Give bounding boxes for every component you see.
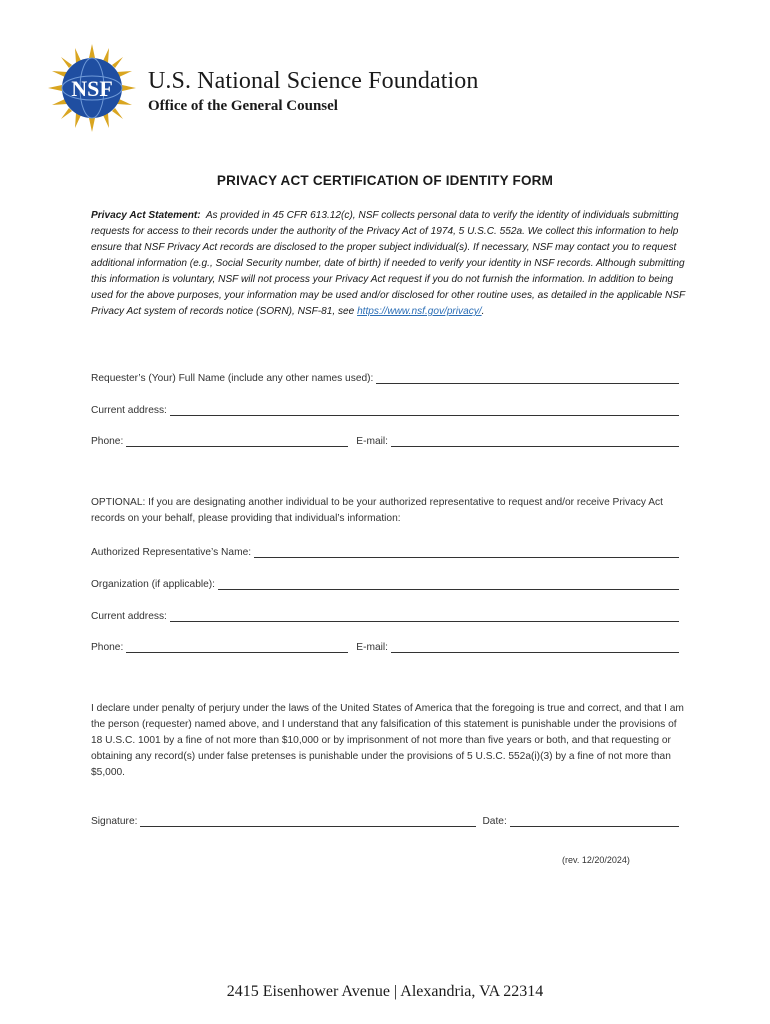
rep-address-input[interactable] (170, 610, 679, 622)
rep-org-input[interactable] (218, 578, 679, 590)
signature-input[interactable] (140, 815, 476, 827)
revision-date: (rev. 12/20/2024) (562, 855, 630, 865)
rep-org-label: Organization (if applicable): (91, 579, 216, 590)
office-name: Office of the General Counsel (148, 98, 338, 114)
privacy-statement-text: As provided in 45 CFR 613.12(c), NSF collects personal data to verify the identity of individuals submitting requests for access to their records under the authority of the Privacy Act of 1974, 5 U.S.C. 552a. We collect this information to help ensure that NSF Privacy Act records are disclosed to the proper subject individual(s). If necessary, NSF may contact you to request additional information (e.g., Social Security number, date of birth) if needed to verify your identity in NSF records. Although submitting this information is voluntary, NSF will not process your Privacy Act request if you do not furnish the information. In addition to being used for the above purposes, your information may be used and/or disclosed for other routine uses, as detailed in the applicable NSF Privacy Act system of records notice (SORN), NSF-81, see (91, 210, 686, 317)
date-input[interactable] (510, 815, 679, 827)
privacy-statement-label: Privacy Act Statement: (91, 210, 201, 221)
requester-contact-field (91, 433, 679, 447)
rep-name-field (91, 544, 679, 558)
optional-text: OPTIONAL: If you are designating another individual to be your authorized representative to request and/or receive Privacy Act records on your behalf, please providing that individual’s information: (91, 497, 663, 524)
org-name: U.S. National Science Foundation (148, 68, 479, 94)
rep-org-field (91, 576, 679, 590)
requester-email-label: E-mail: (356, 436, 388, 447)
rep-phone-input[interactable] (126, 641, 348, 653)
rep-address-field (91, 608, 679, 622)
requester-address-field (91, 402, 679, 416)
rep-email-label: E-mail: (356, 642, 388, 653)
privacy-statement: Privacy Act Statement: As provided in 45 CFR 613.12(c), NSF collects personal data to verify the identity of individuals submitting requests for access to their records under the authority of the Privacy Act of 1974, 5 U.S.C. 552a. We collect this information to help ensure that NSF Privacy Act records are disclosed to the proper subject individual(s). If necessary, NSF may contact you to request additional information (e.g., Social Security number, date of birth) if needed to verify your identity in NSF records. Although submitting this information is voluntary, NSF will not process your Privacy Act request if you do not furnish the information. In addition to being used for the above purposes, your information may be used and/or disclosed for other routine uses, as detailed in the applicable NSF Privacy Act system of records notice (SORN), NSF-81, see https://www.nsf.gov/privacy/. (91, 210, 686, 317)
rep-name-label: Authorized Representative’s Name: (91, 547, 252, 558)
rep-name-input[interactable] (254, 546, 679, 558)
rep-contact-field (91, 639, 679, 653)
rep-phone-label: Phone: (91, 642, 124, 653)
signature-label: Signature: (91, 816, 138, 827)
rep-address-label: Current address: (91, 611, 167, 622)
privacy-link[interactable]: https://www.nsf.gov/privacy/ (357, 306, 482, 317)
nsf-logo (48, 44, 136, 132)
footer-address: 2415 Eisenhower Avenue | Alexandria, VA 22314 (226, 983, 544, 1000)
requester-address-input[interactable] (170, 404, 679, 416)
requester-email-input[interactable] (391, 435, 679, 447)
requester-address-label: Current address: (91, 405, 167, 416)
logo-text: NSF (71, 76, 113, 101)
form-title: PRIVACY ACT CERTIFICATION OF IDENTITY FORM (216, 173, 554, 188)
signature-field (91, 813, 679, 827)
rep-email-input[interactable] (391, 641, 679, 653)
requester-phone-label: Phone: (91, 436, 124, 447)
requester-name-field (91, 370, 679, 384)
date-label: Date: (482, 816, 507, 827)
requester-name-label: Requester’s (Your) Full Name (include any other names used): (91, 373, 374, 384)
requester-phone-input[interactable] (126, 435, 348, 447)
declaration-text: I declare under penalty of perjury under the laws of the United States of America that the foregoing is true and correct, and that I am the person (requester) named above, and I understand that any falsification of this statement is punishable under the provisions of 18 U.S.C. 1001 by a fine of not more than $10,000 or by imprisonment of not more than five years or both, and that requesting or obtaining any record(s) under false pretenses is punishable under the provisions of 5 U.S.C. 552a(i)(3) by a fine of not more than $5,000. (91, 703, 684, 778)
requester-name-input[interactable] (376, 372, 679, 384)
